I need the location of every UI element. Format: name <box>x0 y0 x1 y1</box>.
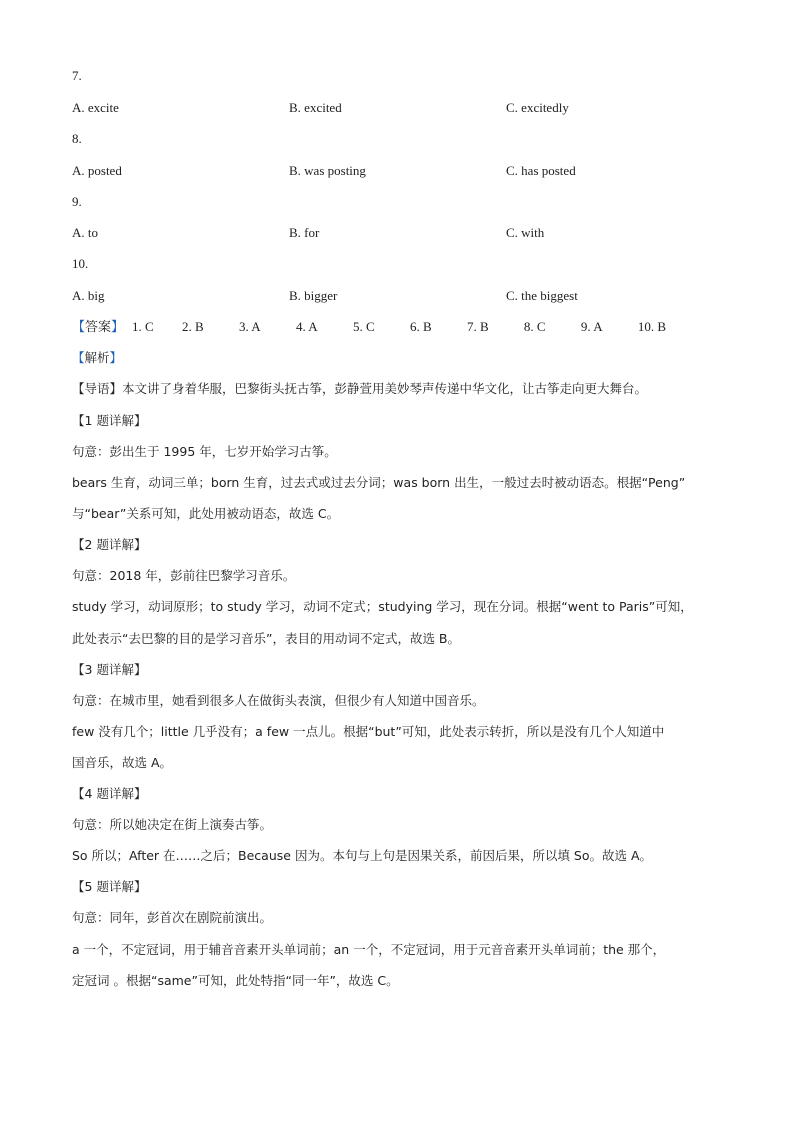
answer-item: 8. C <box>523 319 546 334</box>
option-c: C. the biggest <box>506 288 578 303</box>
detail-explanation: So 所以；After 在……之后；Because 因为。本句与上句是因果关系，前因后果，所以填 So。故选 A。 <box>72 848 653 863</box>
detail-meaning: 句意：在城市里，她看到很多人在做街头表演，但很少有人知道中国音乐。 <box>72 693 485 708</box>
option-c: C. excitedly <box>506 100 569 115</box>
detail-heading: 【2 题详解】 <box>72 537 147 552</box>
answer-label-close: 】 <box>111 319 125 334</box>
option-c: C. has posted <box>506 163 576 178</box>
detail-explanation: a 一个，不定冠词，用于辅音音素开头单词前；an 一个，不定冠词，用于元音音素开头单词前；the 那个， <box>72 942 666 957</box>
detail-explanation: 此处表示“去巴黎的目的是学习音乐”，表目的用动词不定式，故选 B。 <box>72 631 461 646</box>
option-b: B. for <box>289 225 320 240</box>
answer-key <box>72 319 666 335</box>
detail-explanation: study 学习，动词原形；to study 学习，动词不定式；studying 学习，现在分词。根据“went to Paris”可知， <box>72 599 693 614</box>
question-number: 9. <box>72 194 82 209</box>
option-b: B. excited <box>289 100 342 115</box>
option-a: A. big <box>72 288 105 303</box>
detail-explanation: few 没有几个；little 几乎没有；a few 一点儿。根据“but”可知，此处表示转折，所以是没有几个人知道中 <box>72 724 665 739</box>
answer-item: 9. A <box>580 319 603 334</box>
detail-meaning: 句意：2018 年，彭前往巴黎学习音乐。 <box>72 568 296 583</box>
option-a: A. posted <box>72 163 122 178</box>
option-b: B. was posting <box>289 163 366 178</box>
question-number: 10. <box>72 256 89 271</box>
detail-explanation: 与“bear”关系可知，此处用被动语态，故选 C。 <box>72 506 340 521</box>
answer-item: 1. C <box>132 319 154 334</box>
detail-heading: 【1 题详解】 <box>72 413 147 428</box>
answer-item: 3. A <box>239 319 261 334</box>
option-a: A. excite <box>72 100 119 115</box>
option-c: C. with <box>506 225 545 240</box>
analysis-label: 解析 <box>84 350 110 365</box>
analysis-heading: 【解析】 <box>72 350 123 365</box>
guide-text: 本文讲了身着华服，巴黎街头抚古筝，彭静萱用美妙琴声传递中华文化，让古筝走向更大舞台。 <box>122 381 648 396</box>
answer-item: 7. B <box>466 319 489 334</box>
guide-label: 导语 <box>84 381 110 396</box>
question-number: 7. <box>72 68 82 83</box>
option-a: A. to <box>72 225 98 240</box>
guide-paragraph: 【导语】本文讲了身着华服，巴黎街头抚古筝，彭静萱用美妙琴声传递中华文化，让古筝走向更大舞台。 <box>72 381 648 396</box>
detail-meaning: 句意：所以她决定在街上演奏古筝。 <box>72 817 273 832</box>
answer-item: 4. A <box>295 319 318 334</box>
answer-item: 6. B <box>409 319 432 334</box>
detail-meaning: 句意：同年，彭首次在剧院前演出。 <box>72 910 273 925</box>
detail-explanation: bears 生育，动词三单；born 生育，过去式或过去分词；was born 出生，一般过去时被动语态。根据“Peng” <box>72 475 686 490</box>
answer-item: 2. B <box>182 319 204 334</box>
answer-item: 10. B <box>637 319 667 334</box>
answer-item: 5. C <box>352 319 375 334</box>
question-number: 8. <box>72 131 82 146</box>
detail-explanation: 定冠词 。根据“same”可知，此处特指“同一年”，故选 C。 <box>72 973 399 988</box>
option-b: B. bigger <box>289 288 338 303</box>
answer-label: 答案 <box>85 319 112 334</box>
detail-heading: 【4 题详解】 <box>72 786 147 801</box>
detail-explanation: 国音乐，故选 A。 <box>72 755 173 770</box>
detail-heading: 【5 题详解】 <box>72 879 147 894</box>
detail-heading: 【3 题详解】 <box>72 662 147 677</box>
answer-label-open: 【 <box>72 319 86 334</box>
detail-meaning: 句意：彭出生于 1995 年，七岁开始学习古筝。 <box>72 444 337 459</box>
